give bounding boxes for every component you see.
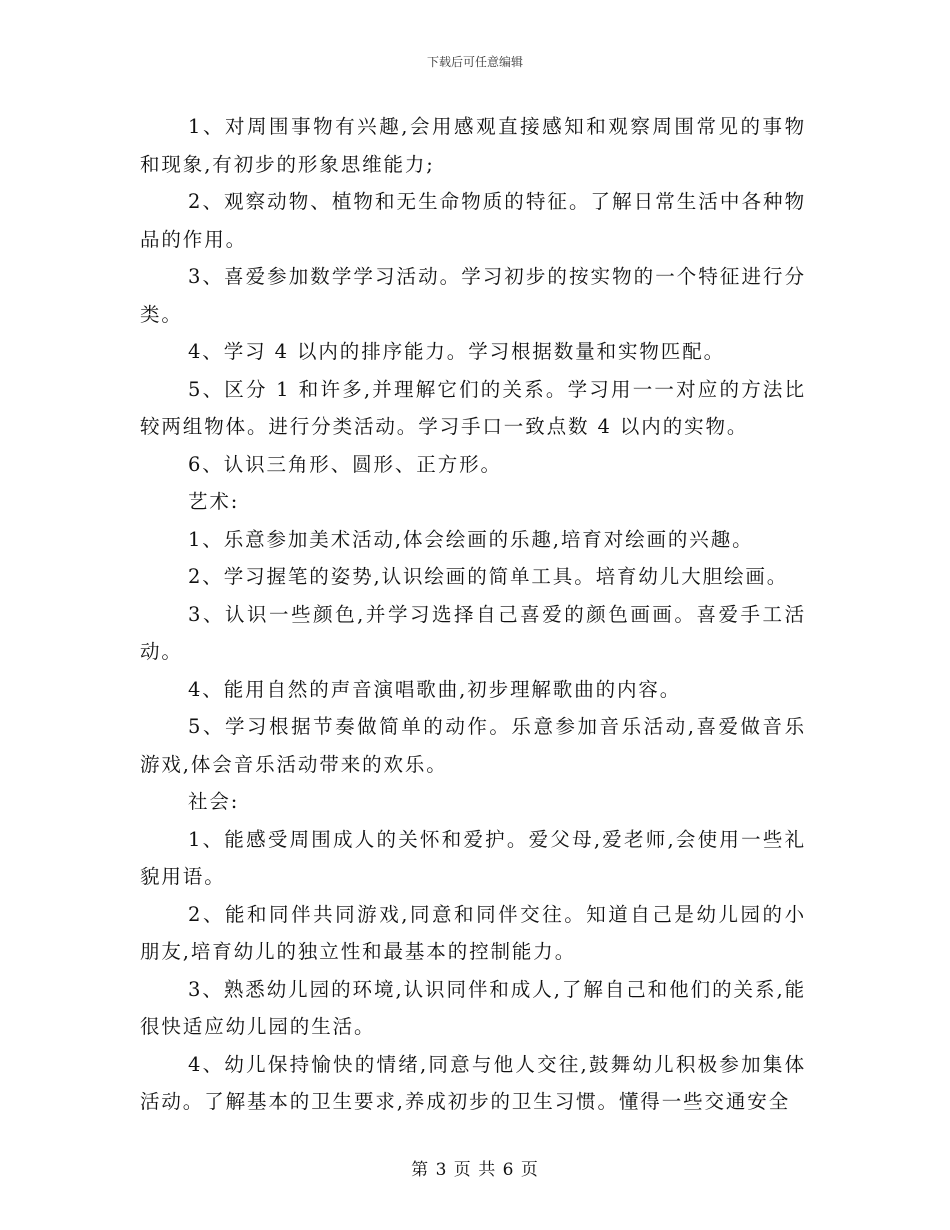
section-heading-society: 社会:: [188, 790, 240, 813]
paragraph: 4、幼儿保持愉快的情绪,同意与他人交往,鼓舞幼儿积极参加集体活动。了解基本的卫生要求,养成初步的卫生习惯。懂得一些交通安全: [140, 1052, 806, 1113]
paragraph: 1、对周围事物有兴趣,会用感观直接感知和观察周围常见的事物和现象,有初步的形象思维能力;: [140, 115, 806, 176]
paragraph: 4、学习 4 以内的排序能力。学习根据数量和实物匹配。: [188, 340, 726, 363]
page-header: 下载后可任意编辑: [426, 55, 523, 69]
paragraph: 2、能和同伴共同游戏,同意和同伴交往。知道自己是幼儿园的小朋友,培育幼儿的独立性和最基本的控制能力。: [140, 902, 806, 963]
paragraph: 2、学习握笔的姿势,认识绘画的简单工具。培育幼儿大胆绘画。: [188, 565, 789, 588]
paragraph: 1、乐意参加美术活动,体会绘画的乐趣,培育对绘画的兴趣。: [188, 527, 754, 551]
paragraph: 5、区分 1 和许多,并理解它们的关系。学习用一一对应的方法比较两组物体。进行分类活动。学习手口一致点数 4 以内的实物。: [140, 377, 806, 438]
paragraph: 3、熟悉幼儿园的环境,认识同伴和成人,了解自己和他们的关系,能很快适应幼儿园的生活。: [140, 977, 806, 1038]
paragraph: 3、喜爱参加数学学习活动。学习初步的按实物的一个特征进行分类。: [140, 265, 806, 326]
paragraph: 2、观察动物、植物和无生命物质的特征。了解日常生活中各种物品的作用。: [140, 190, 806, 251]
paragraph: 6、认识三角形、圆形、正方形。: [188, 452, 502, 476]
page-footer: 第 3 页 共 6 页: [411, 1160, 539, 1180]
paragraph: 1、能感受周围成人的关怀和爱护。爱父母,爱老师,会使用一些礼貌用语。: [140, 827, 806, 888]
section-heading-art: 艺术:: [188, 490, 240, 513]
document-body: [140, 108, 806, 1121]
paragraph: 4、能用自然的声音演唱歌曲,初步理解歌曲的内容。: [188, 677, 682, 701]
paragraph: 5、学习根据节奏做简单的动作。乐意参加音乐活动,喜爱做音乐游戏,体会音乐活动带来的欢乐。: [140, 715, 806, 776]
paragraph: 3、认识一些颜色,并学习选择自己喜爱的颜色画画。喜爱手工活动。: [140, 602, 806, 663]
